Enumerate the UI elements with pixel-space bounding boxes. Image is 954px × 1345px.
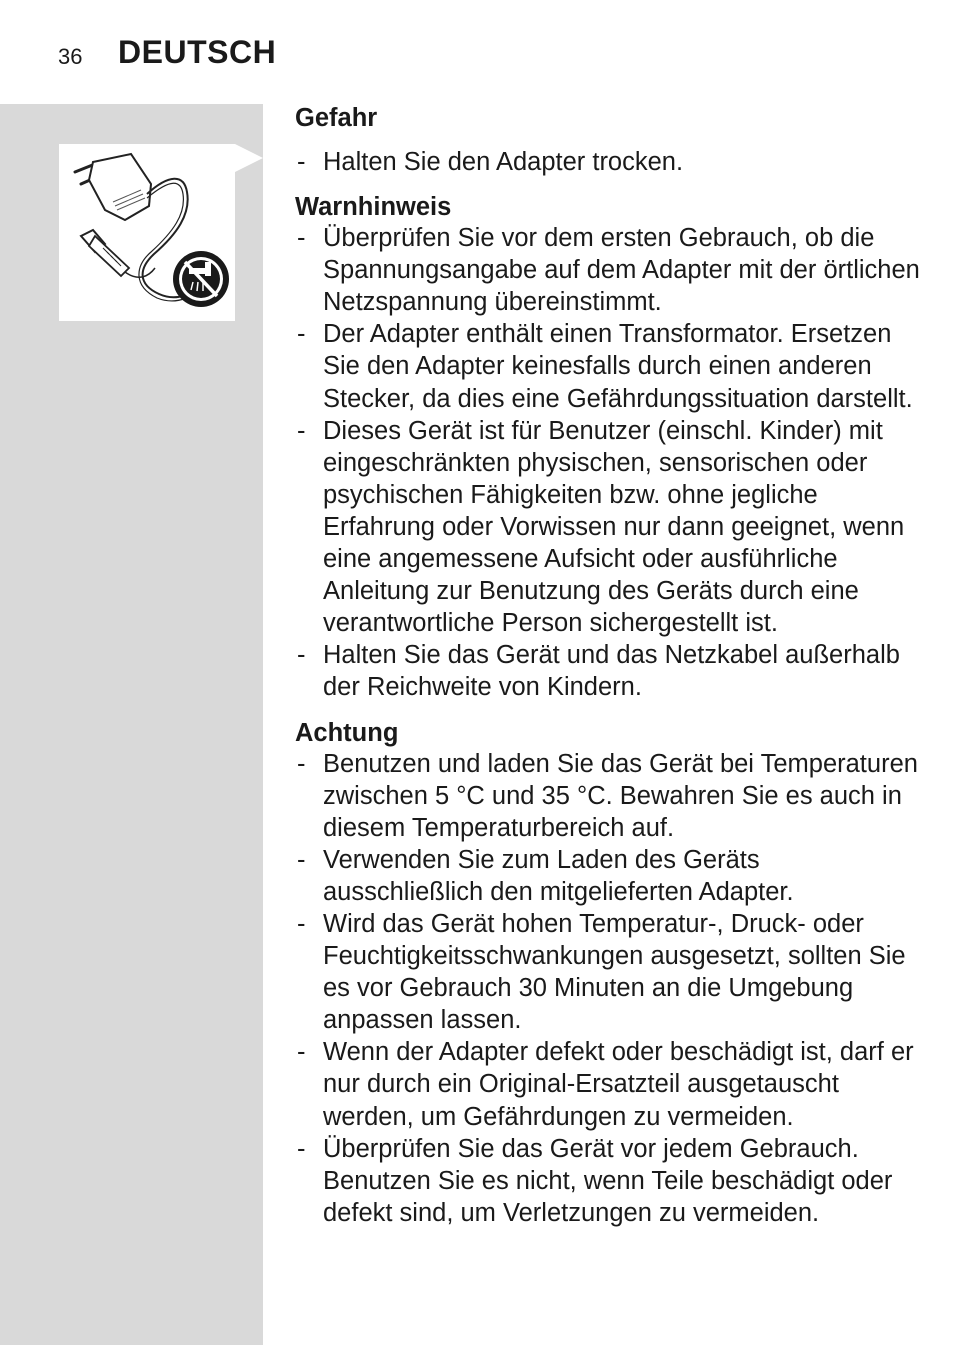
section-caution: [295, 718, 925, 1229]
list-item: - Dieses Gerät ist für Benutzer (einschl. Kinder) mit eingeschränkten physischen, sensorischen oder psychischen Fähigkeiten bzw. ohne jegliche Erfahrung oder Vorwissen nur dann geeignet, wenn eine angemessene Aufsicht oder ausführliche Anleitung zur Benutzung des Geräts durch eine verantwortliche Person sichergestellt ist.: [295, 415, 925, 640]
list-item: - Überprüfen Sie das Gerät vor jedem Gebrauch. Benutzen Sie es nicht, wenn Teile beschädigt oder defekt sind, um Verletzungen zu vermeiden.: [295, 1133, 925, 1229]
adapter-no-water-icon: [59, 144, 235, 321]
list-item: - Wird das Gerät hohen Temperatur-, Druck- oder Feuchtigkeitsschwankungen ausgesetzt, sollten Sie es vor Gebrauch 30 Minuten an die Umgebung anpassen lassen.: [295, 908, 925, 1036]
page-number: 36: [58, 44, 83, 69]
warning-list: [295, 222, 925, 703]
section-danger: [295, 100, 925, 178]
list-item: - Überprüfen Sie vor dem ersten Gebrauch, ob die Spannungsangabe auf dem Adapter mit der örtlichen Netzspannung übereinstimmt.: [295, 222, 925, 318]
caution-list: [295, 748, 925, 1229]
list-item: - Benutzen und laden Sie das Gerät bei Temperaturen zwischen 5 °C und 35 °C. Bewahren Sie es auch in diesem Temperaturbereich auf.: [295, 748, 925, 844]
heading-caution: Achtung: [295, 718, 399, 747]
list-item: - Verwenden Sie zum Laden des Geräts ausschließlich den mitgelieferten Adapter.: [295, 844, 925, 908]
figure-pointer: [235, 144, 263, 172]
safety-content: [295, 100, 925, 1229]
list-item: - Halten Sie den Adapter trocken.: [295, 146, 925, 178]
list-item: - Der Adapter enthält einen Transformator. Ersetzen Sie den Adapter keinesfalls durch einen anderen Stecker, da dies eine Gefährdungssituation darstellt.: [295, 318, 925, 414]
heading-danger: Gefahr: [295, 104, 378, 132]
section-warning: [295, 192, 925, 703]
heading-warning: Warnhinweis: [295, 193, 452, 222]
list-item: - Halten Sie das Gerät und das Netzkabel außerhalb der Reichweite von Kindern.: [295, 639, 925, 703]
danger-list: [295, 146, 925, 178]
list-item: - Wenn der Adapter defekt oder beschädigt ist, darf er nur durch ein Original-Ersatzteil ausgetauscht werden, um Gefährdungen zu vermeiden.: [295, 1036, 925, 1132]
section-title: DEUTSCH: [118, 34, 277, 70]
adapter-illustration: [59, 144, 235, 321]
